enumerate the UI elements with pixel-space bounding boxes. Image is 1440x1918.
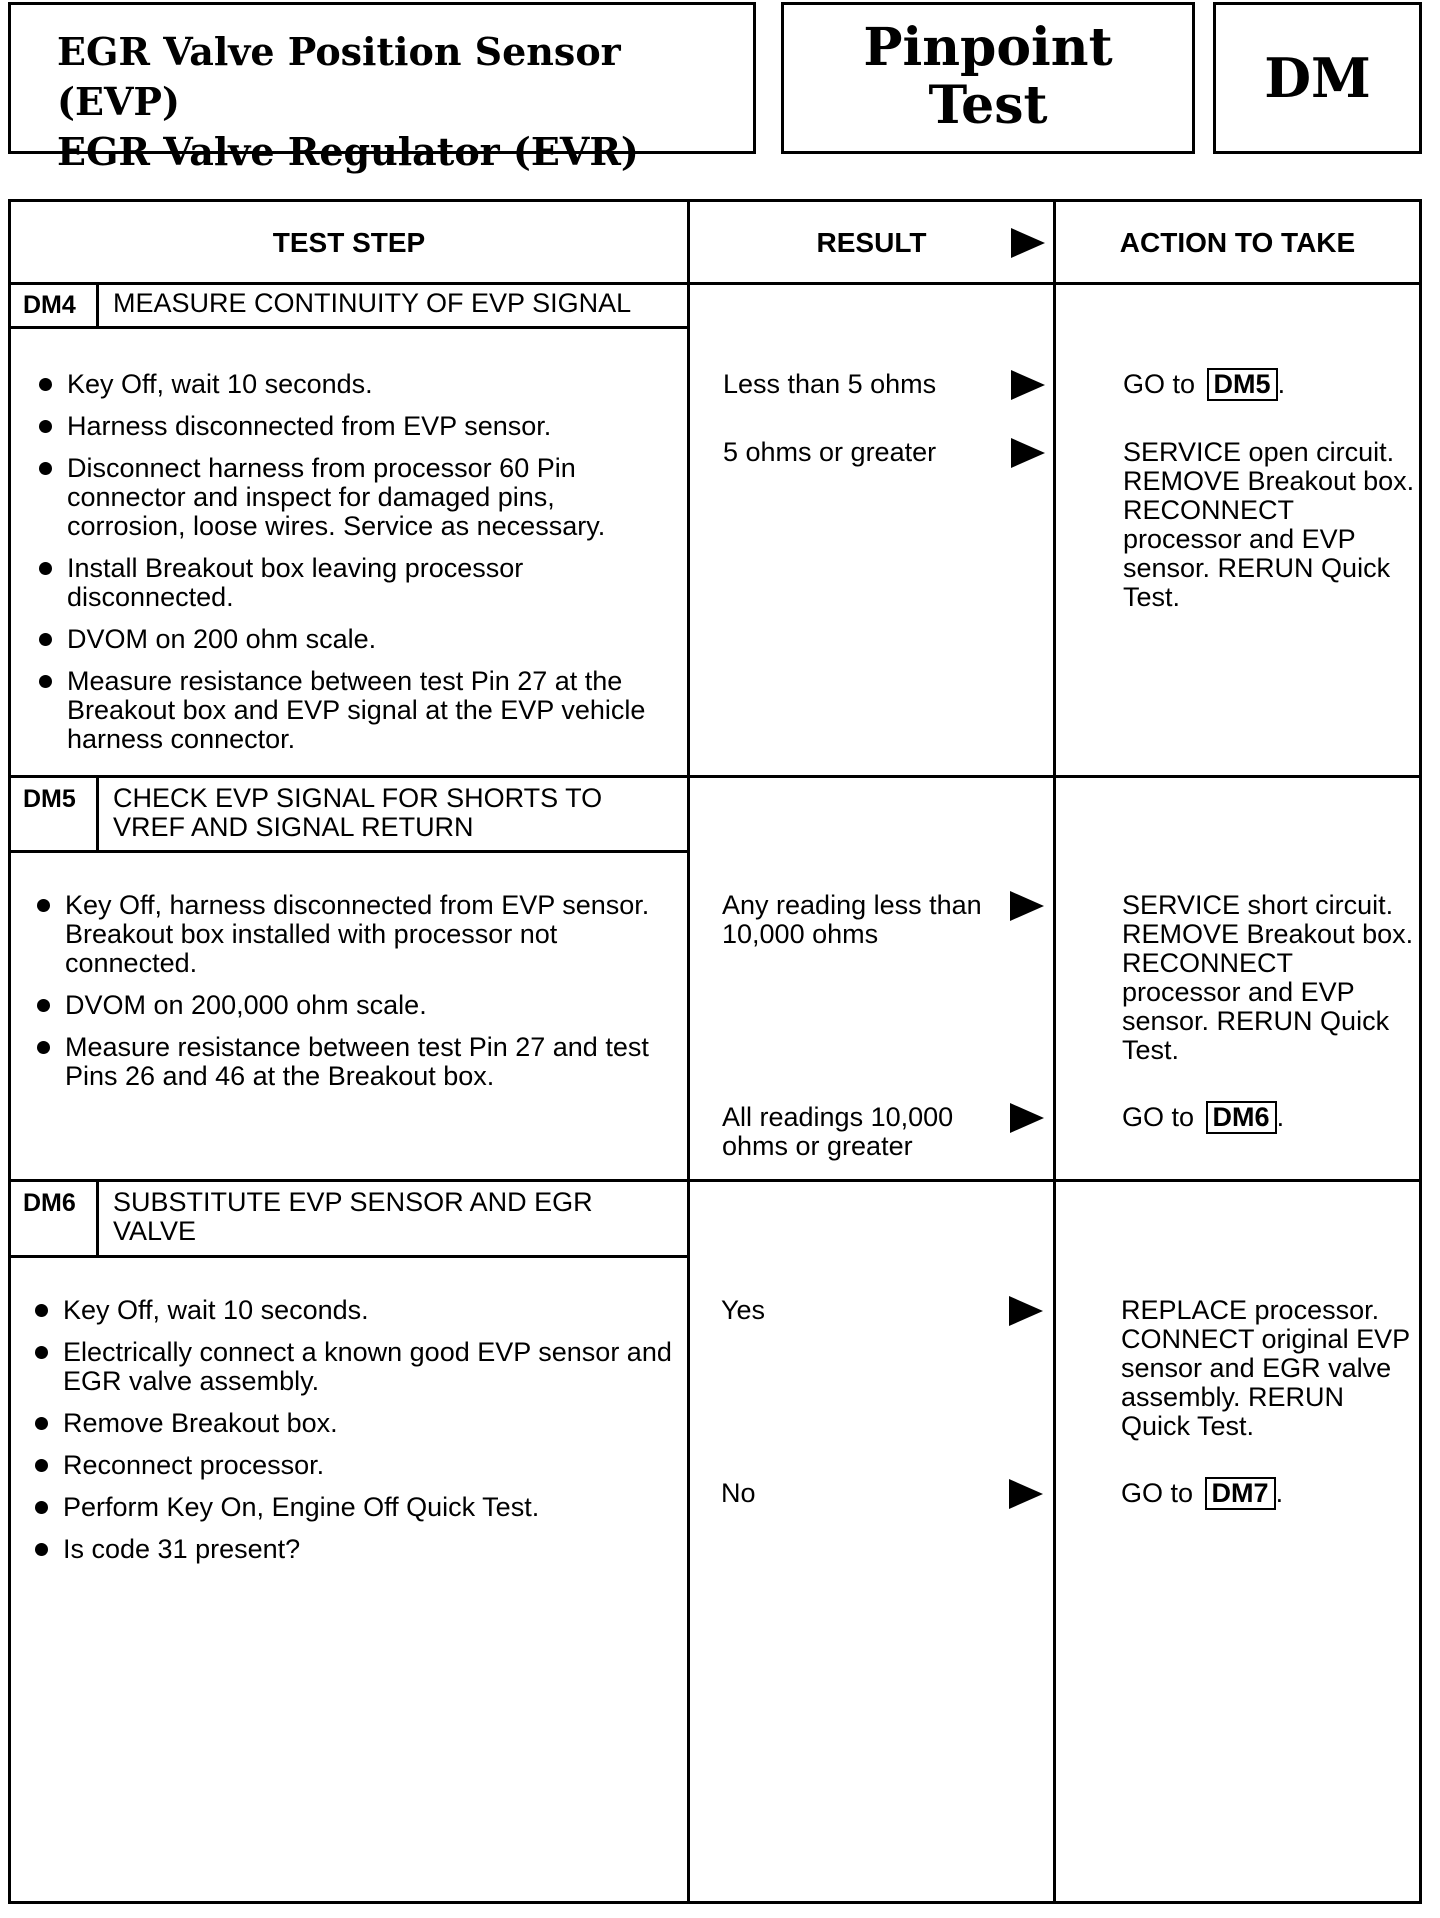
step-heading-border	[11, 1255, 687, 1258]
result-arrow-icon	[1011, 228, 1045, 258]
bullet-item: Install Breakout box leaving processor disconnected.	[37, 554, 677, 612]
column-divider-2	[1053, 202, 1056, 1901]
result-arrow-icon	[1011, 370, 1045, 400]
result-arrow-icon	[1011, 438, 1045, 468]
step-bullets	[35, 891, 675, 1104]
column-header-result: RESULT	[816, 227, 927, 258]
action-suffix: .	[1276, 1102, 1285, 1132]
result-arrow-icon	[1010, 1103, 1044, 1133]
test-code: DM	[1264, 46, 1371, 110]
title-box	[8, 2, 756, 174]
column-header-action: ACTION TO TAKE	[1119, 227, 1356, 258]
result-text: All readings 10,000 ohms or greater	[722, 1102, 954, 1161]
bullet-item: Reconnect processor.	[33, 1451, 673, 1480]
step-heading: SUBSTITUTE EVP SENSOR AND EGR VALVE	[113, 1187, 593, 1246]
result-arrow-icon	[1009, 1479, 1043, 1509]
action-text	[1123, 368, 1415, 401]
column-divider-1	[687, 202, 690, 1901]
action-text	[1121, 1477, 1413, 1510]
bullet-item: Electrically connect a known good EVP sensor and EGR valve assembly.	[33, 1338, 673, 1396]
test-code-box	[1213, 2, 1422, 154]
bullet-item: Measure resistance between test Pin 27 and test Pins 26 and 46 at the Breakout box.	[35, 1033, 675, 1091]
step-id: DM6	[23, 1189, 76, 1217]
bullet-item: Key Off, wait 10 seconds.	[37, 370, 677, 399]
step-heading: CHECK EVP SIGNAL FOR SHORTS TO VREF AND SIGNAL RETURN	[113, 783, 603, 842]
column-header-test-step: TEST STEP	[272, 227, 426, 258]
action-text	[1122, 1101, 1414, 1134]
step-id: DM5	[23, 785, 76, 813]
action-text: SERVICE short circuit. REMOVE Breakout box. RECONNECT processor and EVP sensor. RERUN Quick Test.	[1122, 890, 1414, 1065]
pinpoint-test-table	[8, 199, 1422, 1904]
result-text: No	[721, 1478, 756, 1508]
action-text: REPLACE processor. CONNECT original EVP sensor and EGR valve assembly. RERUN Quick Test.	[1121, 1295, 1410, 1441]
title-line-1: EGR Valve Position Sensor (EVP)	[57, 29, 621, 124]
step-heading: MEASURE CONTINUITY OF EVP SIGNAL	[113, 288, 632, 318]
pinpoint-test-box	[781, 2, 1195, 154]
pinpoint-line-1: Pinpoint	[863, 17, 1113, 78]
pinpoint-line-2: Test	[928, 75, 1048, 136]
bullet-item: Is code 31 present?	[33, 1535, 673, 1564]
result-text: Yes	[721, 1295, 766, 1325]
bullet-item: Harness disconnected from EVP sensor.	[37, 412, 677, 441]
step-reference: DM5	[1207, 368, 1278, 401]
bullet-item: Key Off, harness disconnected from EVP sensor. Breakout box installed with processor not connected.	[35, 891, 675, 978]
step-bullets	[37, 370, 677, 767]
result-text: Any reading less than 10,000 ohms	[722, 890, 982, 949]
bullet-item: DVOM on 200,000 ohm scale.	[35, 991, 675, 1020]
action-suffix: .	[1275, 1478, 1284, 1508]
action-prefix: GO to	[1122, 1102, 1195, 1132]
step-bullets	[33, 1296, 673, 1577]
action-prefix: GO to	[1121, 1478, 1194, 1508]
bullet-item: DVOM on 200 ohm scale.	[37, 625, 677, 654]
result-arrow-icon	[1009, 1296, 1043, 1326]
step-reference: DM7	[1205, 1477, 1276, 1510]
step-heading-border	[11, 850, 687, 853]
step-id: DM4	[23, 291, 76, 319]
bullet-item: Measure resistance between test Pin 27 at the Breakout box and EVP signal at the EVP vehicle harness connector.	[37, 667, 677, 754]
bullet-item: Key Off, wait 10 seconds.	[33, 1296, 673, 1325]
action-text: SERVICE open circuit. REMOVE Breakout box. RECONNECT processor and EVP sensor. RERUN Quick Test.	[1123, 437, 1415, 612]
action-prefix: GO to	[1123, 369, 1196, 399]
bullet-item: Perform Key On, Engine Off Quick Test.	[33, 1493, 673, 1522]
title-line-2: EGR Valve Regulator (EVR)	[57, 129, 639, 174]
result-text: 5 ohms or greater	[723, 437, 937, 467]
step-heading-border	[11, 326, 687, 329]
result-text: Less than 5 ohms	[723, 369, 937, 399]
action-suffix: .	[1277, 369, 1286, 399]
result-arrow-icon	[1010, 891, 1044, 921]
bullet-item: Remove Breakout box.	[33, 1409, 673, 1438]
step-reference: DM6	[1206, 1101, 1277, 1134]
bullet-item: Disconnect harness from processor 60 Pin connector and inspect for damaged pins, corrosion, loose wires. Service as necessary.	[37, 454, 677, 541]
